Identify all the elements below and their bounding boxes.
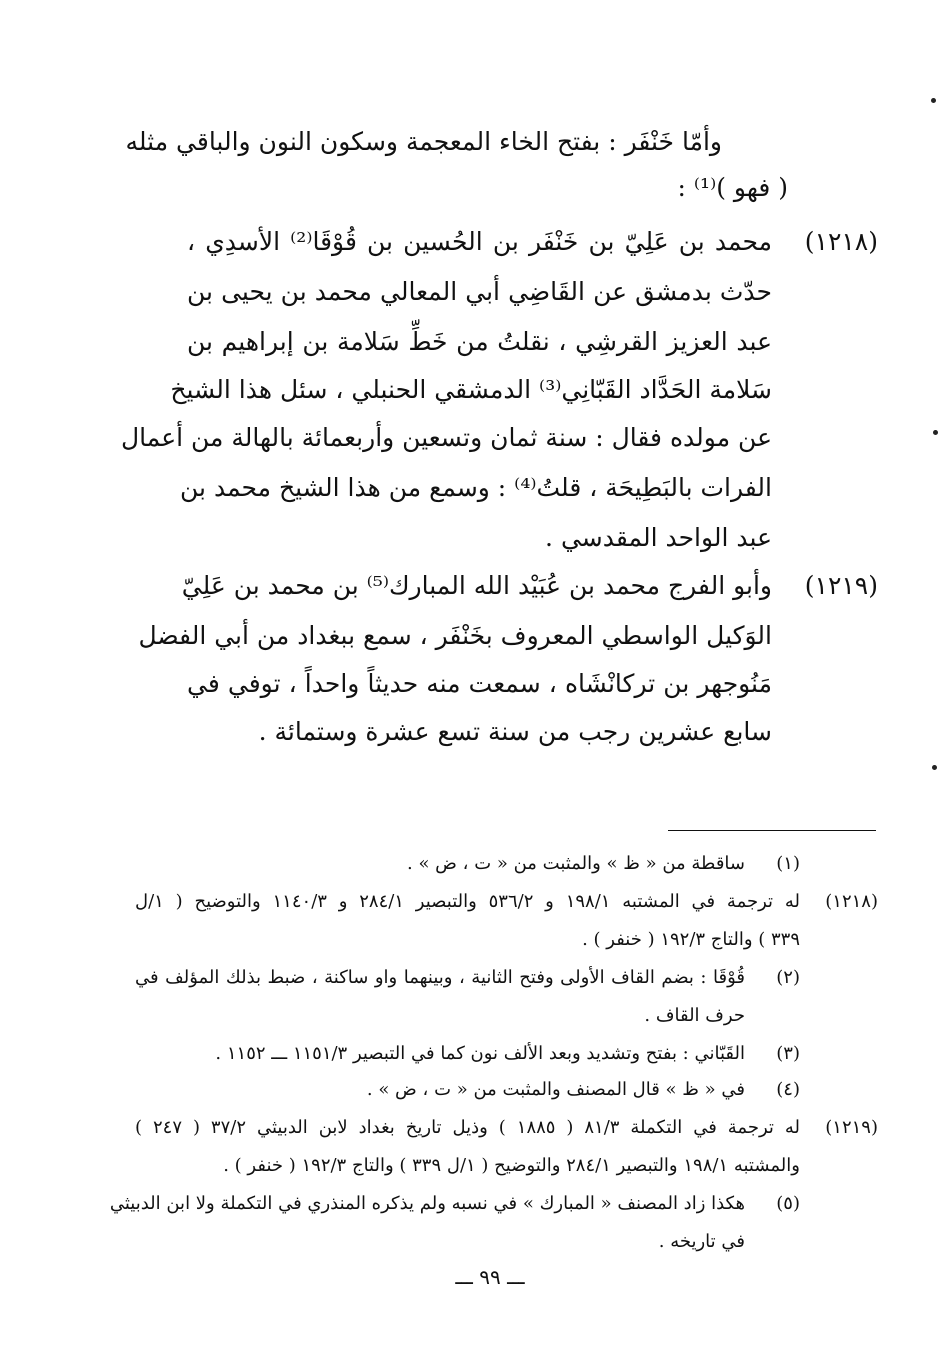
footnote-separator <box>668 830 876 831</box>
footnote-number-5: (٥) <box>776 1193 800 1214</box>
footnote-1218-line-2: ٣٣٩ ) والتاج ١٩٢/٣ ( خنفر ) . <box>582 929 800 950</box>
footnote-1-line-1: ساقطة من « ظ » والمثبت من « ت ، ض » . <box>407 853 745 874</box>
entry-1218-line-5: عن مولده فقال : سنة ثمان وتسعين وأربعمائة بالهالة من أعمال <box>120 423 772 452</box>
footnote-number-1219: (١٢١٩) <box>825 1117 878 1138</box>
entry-1218-line-7: عبد الواحد المقدسي . <box>545 523 772 552</box>
footnote-3-line-1: القَبّاني : بفتح وتشديد وبعد الألف نون كما في التبصير ١١٥١/٣ ـــ ١١٥٢ . <box>215 1043 745 1064</box>
entry-1218-line-1: محمد بن عَلِيّ بن خَنْفَر بن الحُسين بن قُوْقَا⁽²⁾ الأسدِي ، <box>187 227 772 256</box>
intro-line-1: وأمّا خَنْفَر : بفتح الخاء المعجمة وسكون النون والباقي مثله <box>125 127 722 156</box>
footnote-2-line-2: حرف القاف . <box>644 1005 745 1026</box>
entry-1219-line-3: مَنُوجهر بن تركانْشَاه ، سمعت منه حديثاً واحداً ، توفي في <box>187 669 772 698</box>
footnote-4-line-1: في « ظ » قال المصنف والمثبت من « ت ، ض » . <box>366 1079 745 1100</box>
page-number: ـــ ٩٩ ـــ <box>455 1265 525 1289</box>
entry-1219-line-2: الوَكيل الواسطي المعروف بخَنْفَر ، سمع ببغداد من أبي الفضل <box>138 621 772 650</box>
footnote-1219-line-2: والمشتبه ١٩٨/١ والتبصير ٢٨٤/١ والتوضيح ( ١/ل ٣٣٩ ) والتاج ١٩٢/٣ ( خنفر ) . <box>223 1155 800 1176</box>
scan-speck <box>933 430 938 435</box>
intro-line-2: ( فهو )⁽¹⁾ : <box>677 173 788 202</box>
entry-1218-line-2: حدّث بدمشق عن القَاضِي أبي المعالي محمد بن يحيى بن <box>187 277 772 306</box>
footnote-number-2: (٢) <box>776 967 800 988</box>
footnote-2-line-1: قُوْقَا : بضم القاف الأولى وفتح الثانية ، وبينهما واو ساكنة ، ضبط بذلك المؤلف في <box>135 967 745 988</box>
entry-1219-line-1: وأبو الفرج محمد بن عُبَيْد الله المبارك⁽⁵⁾ بن محمد بن عَلِيّ <box>181 571 772 600</box>
entry-1218-line-3: عبد العزيز القرشِي ، نقلتُ من خَطِّ سَلامة بن إبراهيم بن <box>187 327 772 356</box>
footnote-number-3: (٣) <box>776 1043 800 1064</box>
footnote-number-1218: (١٢١٨) <box>825 891 878 912</box>
entry-number-1219: (١٢١٩) <box>804 571 878 600</box>
footnote-1218-line-1: له ترجمة في المشتبه ١٩٨/١ و ٥٣٦/٢ والتبصير ٢٨٤/١ و ١١٤٠/٣ والتوضيح ( ١/ل <box>135 891 800 912</box>
footnote-number-4: (٤) <box>776 1079 800 1100</box>
footnote-number-1: (١) <box>776 853 800 874</box>
entry-1218-line-4: سَلامة الحَدَّاد القَبّانِي⁽³⁾ الدمشقي الحنبلي ، سئل هذا الشيخ <box>170 375 772 404</box>
footnote-5-line-1: هكذا زاد المصنف « المبارك » في نسبه ولم يذكره المنذري في التكملة ولا ابن الدبيثي <box>109 1193 745 1214</box>
scan-speck <box>932 765 937 770</box>
entry-1218-line-6: الفرات بالبَطِيحَة ، قلتُ⁽⁴⁾ : وسمع من هذا الشيخ محمد بن <box>180 473 772 502</box>
footnote-5-line-2: في تاريخه . <box>658 1231 745 1252</box>
entry-1219-line-4: سابع عشرين رجب من سنة تسع عشرة وستمائة . <box>258 717 772 746</box>
entry-number-1218: (١٢١٨) <box>804 227 878 256</box>
scan-speck <box>931 98 936 103</box>
footnote-1219-line-1: له ترجمة في التكملة ٨١/٣ ( ١٨٨٥ ) وذيل تاريخ بغداد لابن الدبيثي ٣٧/٢ ( ٢٤٧ ) <box>135 1117 800 1138</box>
